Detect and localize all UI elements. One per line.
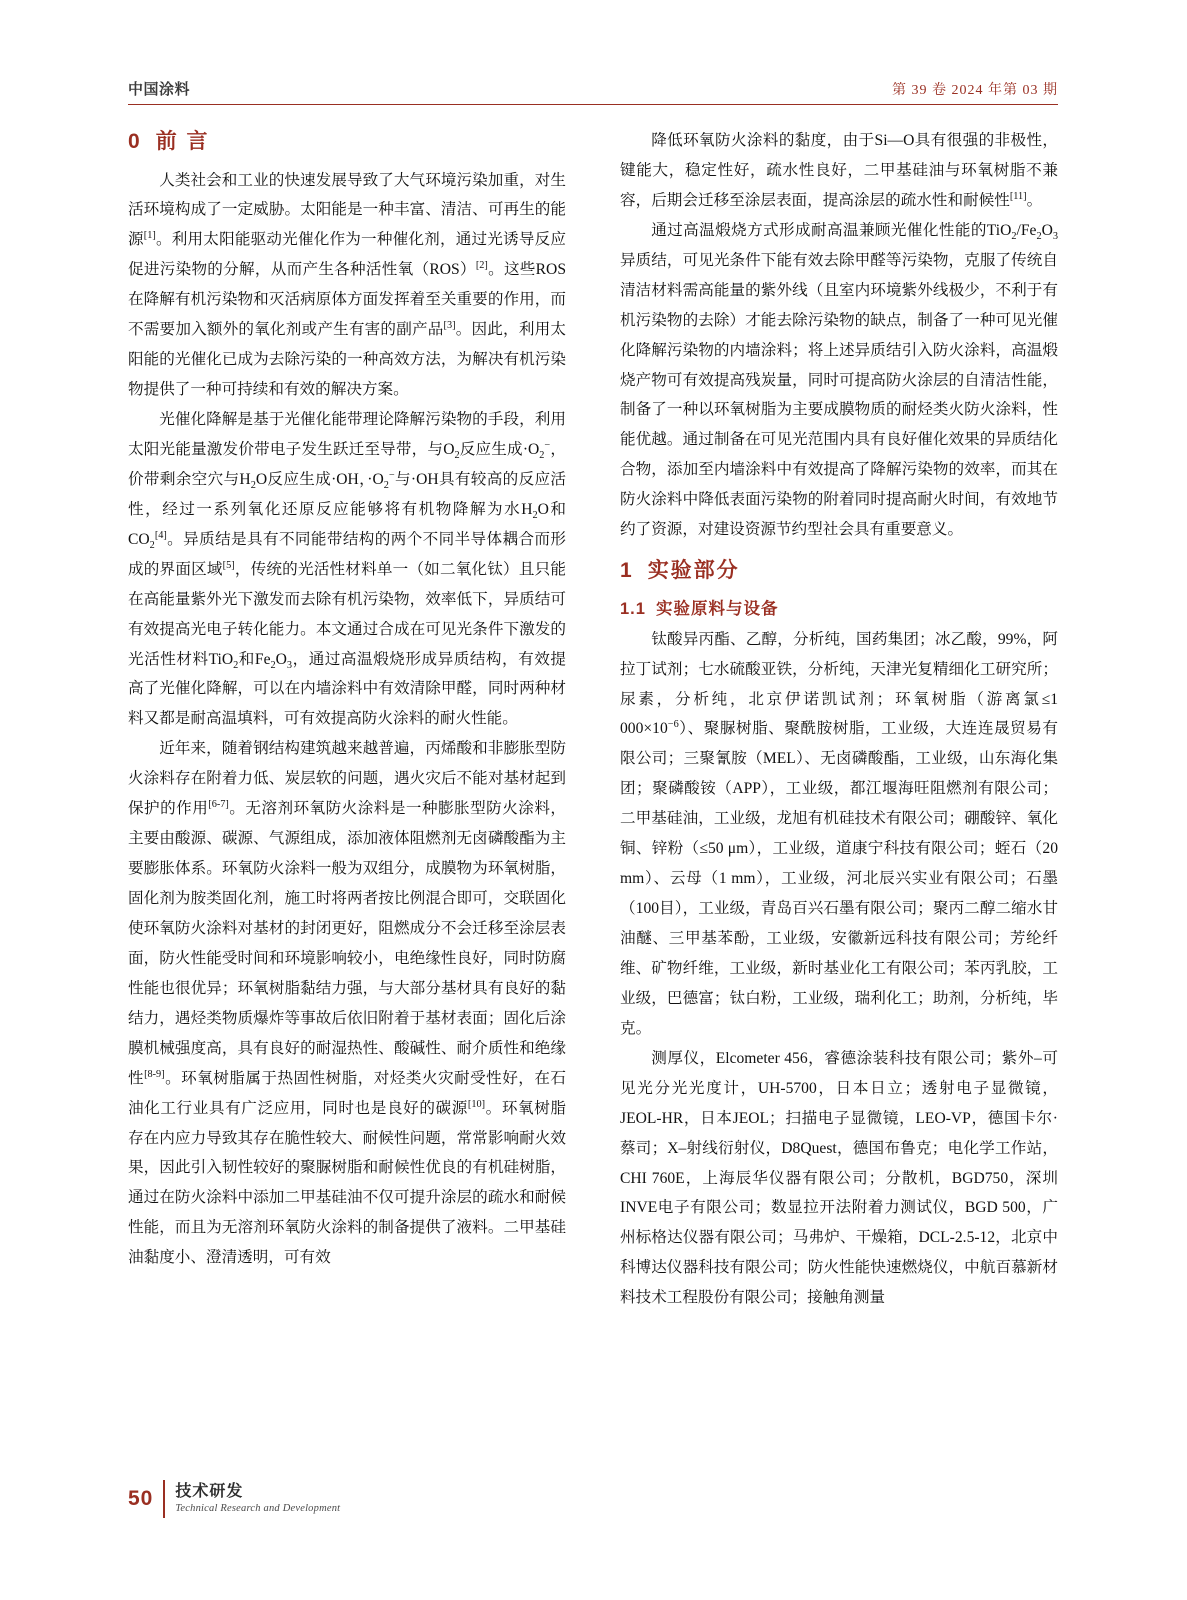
section-title-1-1: 实验原料与设备 (655, 599, 779, 618)
section-number-0: 0 (128, 130, 142, 153)
paragraph-intro-3: 近年来，随着钢结构建筑越来越普遍，丙烯酸和非膨胀型防火涂料存在附着力低、炭层软的问题，遇火灾后不能对基材起到保护的作用[6-7]。无溶剂环氧防火涂料是一种膨胀型防火涂料，主要由酸源、碳源、气源组成，添加液体阻燃剂无卤磷酸酯为主要膨胀体系。环氧防火涂料一般为双组分，成膜物为环氧树脂，固化剂为胺类固化剂，施工时将两者按比例混合即可，交联固化使环氧防火涂料对基材的封闭更好，阻燃成分不会迁移至涂层表面，防火性能受时间和环境影响较小，电绝缘性良好，同时防腐性能也很优异；环氧树脂黏结力强，与大部分基材具有良好的黏结力，遇烃类物质爆炸等事故后依旧附着于基材表面；固化后涂膜机械强度高，具有良好的耐湿热性、酸碱性、耐介质性和绝缘性[8-9]。环氧树脂属于热固性树脂，对烃类火灾耐受性好，在石油化工行业具有广泛应用，同时也是良好的碳源[10]。环氧树脂存在内应力导致其存在脆性较大、耐候性问题，常常影响耐火效果，因此引入韧性较好的聚脲树脂和耐候性优良的有机硅树脂，通过在防火涂料中添加二甲基硅油不仅可提升涂层的疏水和耐候性能，而且为无溶剂环氧防火涂料的制备提供了液料。二甲基硅油黏度小、澄清透明，可有效 (128, 740, 566, 1267)
paragraph-intro-1: 人类社会和工业的快速发展导致了大气环境污染加重，对生活环境构成了一定威胁。太阳能是一种丰富、清洁、可再生的能源[1]。利用太阳能驱动光催化作为一种催化剂，通过光诱导反应促进污染物的分解，从而产生各种活性氧（ROS）[2]。这些ROS在降解有机污染物和灭活病原体方面发挥着至关重要的作用，而不需要加入额外的氧化剂或产生有害的副产品[3]。因此，利用太阳能的光催化已成为去除污染的一种高效方法，为解决有机污染物提供了一种可持续和有效的解决方案。 (128, 171, 566, 399)
paragraph-materials: 钛酸异丙酯、乙醇，分析纯，国药集团；冰乙酸，99%，阿拉丁试剂；七水硫酸亚铁，分析纯，天津光复精细化工研究所；尿素，分析纯，北京伊诺凯试剂；环氧树脂（游离氯≤1 $000\times 10^{-6}$）、聚脲树脂、聚酰胺树脂，工业级，大连连晟贸易有限公司；三聚氰胺（MEL）、无卤磷酸酯，工业级，山东海化集团；聚磷酸铵（APP），工业级，都江堰海旺阻燃剂有限公司；二甲基硅油，工业级，龙旭有机硅技术有限公司；硼酸锌、氧化铜、锌粉（≤50 μm），工业级，道康宁科技有限公司；蛭石（20 mm）、云母（1 mm），工业级，河北辰兴实业有限公司；石墨（100目），工业级，青岛百兴石墨有限公司；聚丙二醇二缩水甘油醚、三甲基苯酚，工业级，安徽新远科技有限公司；芳纶纤维、矿物纤维，工业级，新时基业化工有限公司；苯丙乳胶，工业级，巴德富；钛白粉，工业级，瑞利化工；助剂，分析纯，毕克。 (620, 630, 1058, 1037)
left-column (128, 126, 566, 1273)
spacer (620, 545, 1058, 555)
right-column (620, 126, 1058, 1313)
section-number-1-1: 1.1 (620, 599, 646, 618)
section-title-1: 实验部分 (647, 559, 740, 583)
footer-section-cn: 技术研发 (175, 1483, 244, 1501)
footer-section-en: Technical Research and Development (175, 1503, 341, 1515)
footer-section (175, 1482, 340, 1516)
paragraph-right-2: 通过高温煅烧方式形成耐高温兼顾光催化性能的$TiO_2/Fe_2O_3$异质结，可见光条件下能有效去除甲醛等污染物，克服了传统自清洁材料需高能量的紫外线（且室内环境紫外线极少，不利于有机污染物的去除）才能去除污染物的缺点，制备了一种可见光催化降解污染物的内墙涂料；将上述异质结引入防火涂料，高温煅烧产物可有效提高残炭量，同时可提高防火涂层的自清洁性能，制备了一种以环氧树脂为主要成膜物质的耐烃类火防火涂料，性能优越。通过制备在可见光范围内具有良好催化效果的异质结化合物，添加至内墙涂料中有效提高了降解污染物的效率，而其在防火涂料中降低表面污染物的附着同时提高耐火时间，有效地节约了资源，对建设资源节约型社会具有重要意义。 (620, 221, 1058, 539)
footer-divider (163, 1480, 165, 1518)
journal-name: 中国涂料 (128, 82, 191, 98)
header-divider (128, 104, 1058, 105)
section-title-0: 前 言 (155, 130, 210, 153)
section-heading-1 (620, 555, 1058, 587)
paragraph-intro-2: 光催化降解是基于光催化能带理论降解污染物的手段，利用太阳光能量激发价带电子发生跃迁至导带，与$O_2$反应生成$\cdot O_2^-$，价带剩余空穴与$H_2O$反应生成·OH，$\cdot O_2^-$与·OH具有较高的反应活性，经过一系列氧化还原反应能够将有机物降解为水$H_2O$和$CO_2[4]$。异质结是具有不同能带结构的两个不同半导体耦合而形成的界面区域[5]，传统的光活性材料单一（如二氧化钛）且只能在高能量紫外光下激发而去除有机污染物，效率低下，异质结可有效提高光电子转化能力。本文通过合成在可见光条件下激发的光活性材料TiO$_2$和$Fe_2O_3$，通过高温煅烧形成异质结构，有效提高了光催化降解，可以在内墙涂料中有效清除甲醛，同时两种材料又都是耐高温填料，可有效提高防火涂料的耐火性能。 (128, 411, 567, 728)
section-heading-1-1 (620, 595, 1058, 623)
issue-info: 第 39 卷 2024 年第 03 期 (892, 83, 1058, 98)
paragraph-equipment: 测厚仪，Elcometer 456，睿德涂装科技有限公司；紫外–可见光分光光度计，UH-5700，日本日立；透射电子显微镜，JEOL-HR，日本JEOL；扫描电子显微镜，LEO-VP，德国卡尔·蔡司；X–射线衍射仪，D8Quest，德国布鲁克；电化学工作站，CHI 760E，上海辰华仪器有限公司；分散机，BGD750，深圳INVE电子有限公司；数显拉开法附着力测试仪，BGD 500，广州标格达仪器有限公司；马弗炉、干燥箱，DCL-2.5-12，北京中科博达仪器科技有限公司；防火性能快速燃烧仪，中航百慕新材料技术工程股份有限公司；接触角测量 (620, 1049, 1058, 1307)
paragraph-right-1: 降低环氧防火涂料的黏度，由于Si—O具有很强的非极性，键能大，稳定性好，疏水性良好，二甲基硅油与环氧树脂不兼容，后期会迁移至涂层表面，提高涂层的疏水性和耐候性[11]。 (620, 132, 1058, 209)
page-footer (128, 1480, 340, 1518)
page-number: 50 (128, 1487, 154, 1510)
section-number-1: 1 (620, 559, 634, 583)
section-heading-0 (128, 126, 566, 158)
page-header (128, 78, 1058, 99)
